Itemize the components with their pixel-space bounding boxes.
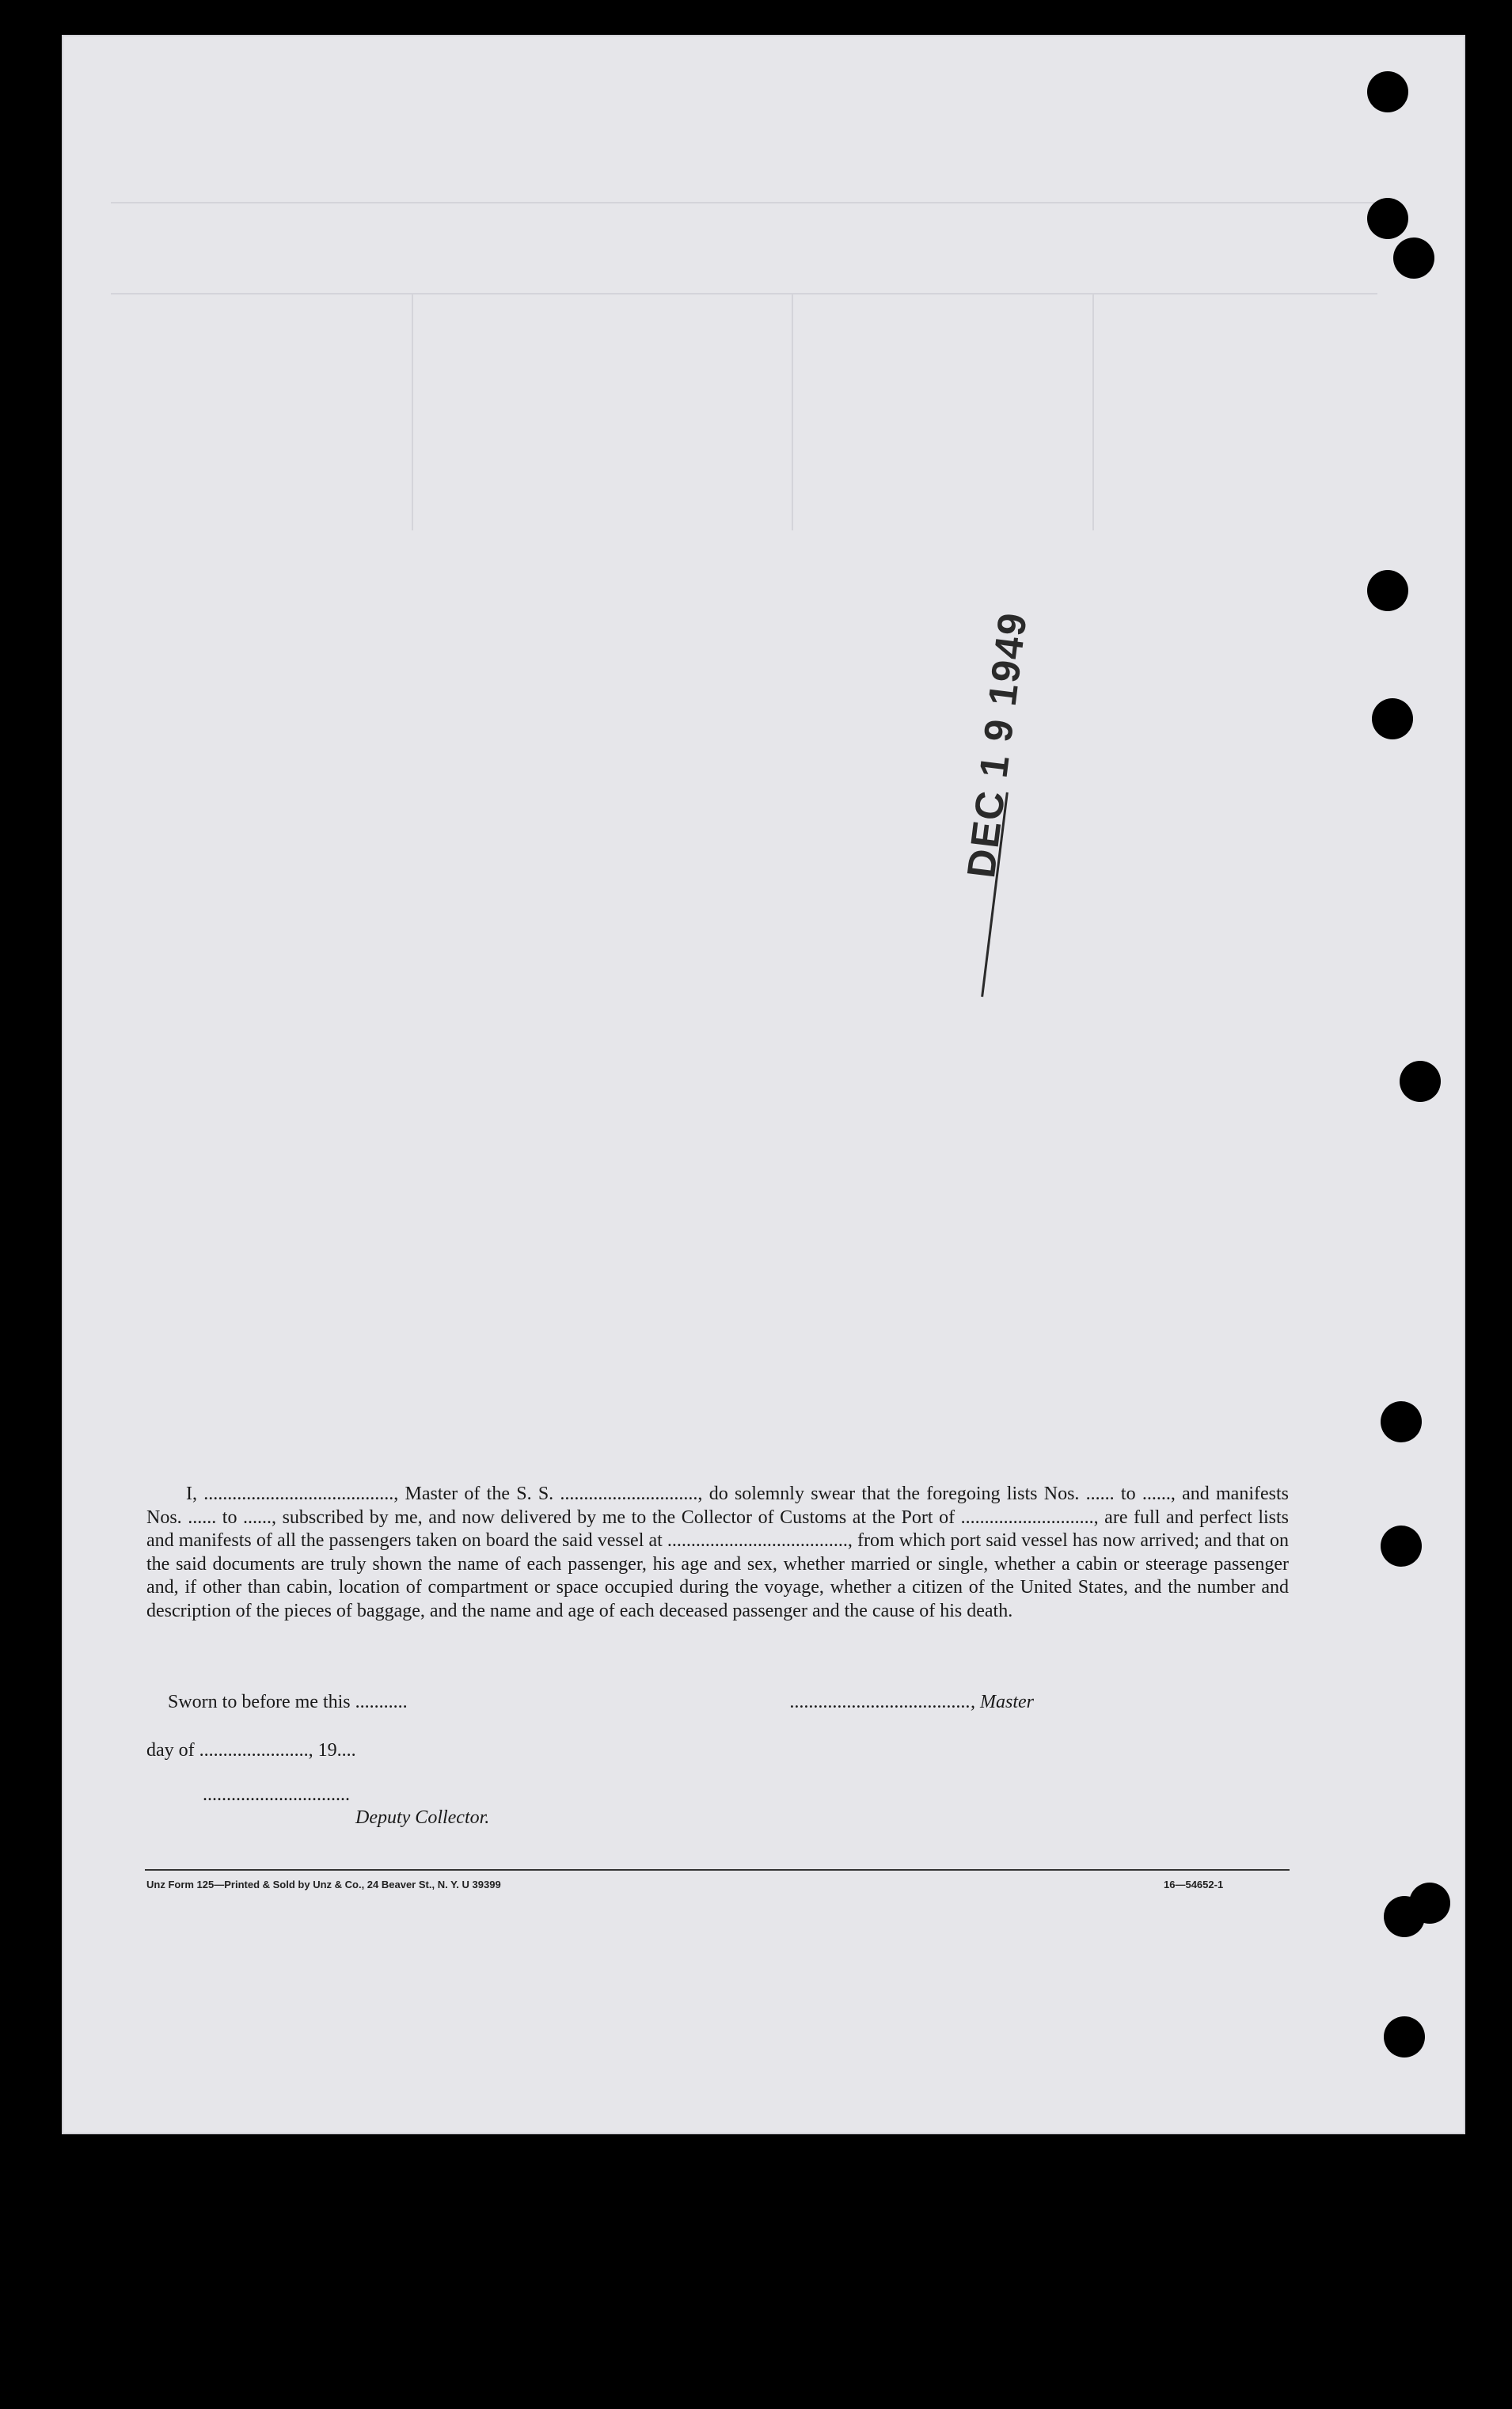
footer-form-number: 16—54652-1 xyxy=(1164,1879,1224,1890)
sworn-line: Sworn to before me this ........... xyxy=(168,1692,408,1712)
bleed-through-rule xyxy=(412,293,413,530)
punch-hole xyxy=(1381,1526,1422,1567)
day-line: day of ......................., 19.... xyxy=(146,1740,356,1761)
punch-hole xyxy=(1384,1896,1425,1937)
date-stamp: DEC 1 9 1949 xyxy=(958,609,1035,880)
footer-rule xyxy=(145,1869,1290,1871)
punch-hole xyxy=(1367,570,1408,611)
oath-paragraph xyxy=(146,1483,1289,1623)
bleed-through-rule xyxy=(111,202,1377,203)
punch-hole xyxy=(1384,2016,1425,2058)
document-page xyxy=(62,35,1465,2134)
punch-hole xyxy=(1393,237,1434,279)
punch-hole xyxy=(1367,198,1408,239)
bleed-through-rule xyxy=(111,293,1377,294)
bleed-through-rule xyxy=(1092,293,1094,530)
punch-hole xyxy=(1400,1061,1441,1102)
master-signature-line xyxy=(790,1692,1034,1713)
punch-hole xyxy=(1372,698,1413,739)
punch-hole xyxy=(1381,1401,1422,1442)
bleed-through-rule xyxy=(792,293,793,530)
master-signature-text: ......................................, Master xyxy=(790,1692,1034,1712)
punch-hole xyxy=(1367,71,1408,112)
oath-text: I, ........................................, Master of the S. S. ............................., do solemnly swear that the foregoing lists Nos. ...... to ......, and manifests Nos. ...... to ......, subscribed by me, and now delivered by me to the Collector of Customs at the Port of ............................, are full and perfect lists and manifests of all the passengers taken on board the said vessel at ......................................, from which port said vessel has now arrived; and that on the said documents are truly shown the name of each passenger, his age and sex, whether married or single, whether a cabin or steerage passenger and, if other than cabin, location of compartment or space occupied during the voyage, whether a citizen of the United States, and the number and description of the pieces of baggage, and the name and age of each deceased passenger and the cause of his death. xyxy=(146,1484,1289,1621)
footer-printer-credit: Unz Form 125—Printed & Sold by Unz & Co., 24 Beaver St., N. Y. U 39399 xyxy=(146,1879,501,1890)
deputy-collector-label: Deputy Collector. xyxy=(355,1807,490,1828)
collector-dots: ............................... xyxy=(203,1784,350,1805)
